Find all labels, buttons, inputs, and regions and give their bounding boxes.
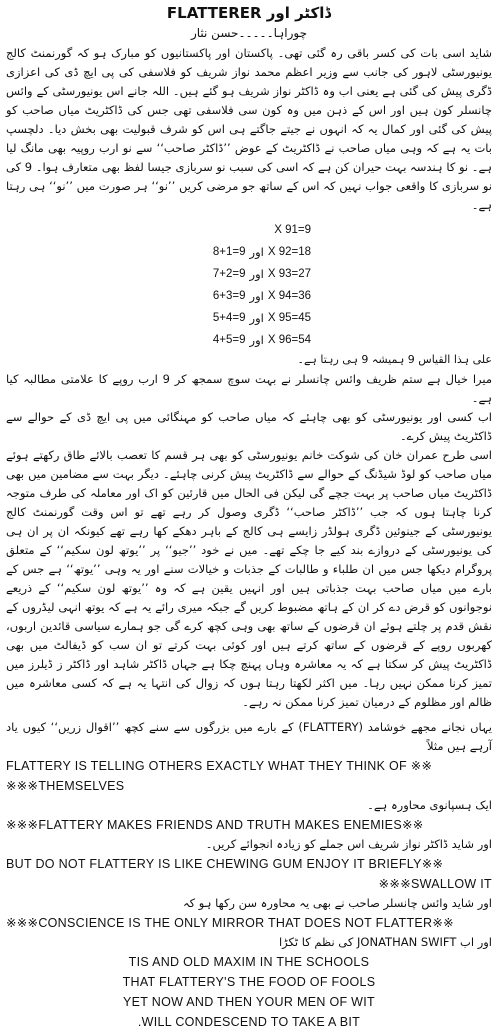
article-title: ڈاکٹر اور FLATTERER (166, 4, 332, 22)
nine-sep: اور (249, 245, 264, 259)
nine-sep: اور (249, 267, 264, 281)
nine-row (136, 263, 311, 285)
article-byline: چوراہا۔۔۔۔۔حسن نثار (190, 26, 308, 40)
nine-row (136, 241, 311, 263)
paragraph-4: اسی طرح عمران خان کی شوکت خانم یونیورسٹی کو بھی ہر قسم کا تعصب بالائے طاق رکھتے ہوئے میاں صاحب کو لوڈ شیڈنگ کے حوالے سے ڈاکٹریٹ پیش کرنی چاہئے۔ دیگر بہت سے مضامین میں بھی ڈاکٹریٹ میاں صاحب پر بہت جچے گی لیکن فی الحال میں قارئین کو اک اور معاملہ کی طرف متوجہ کرنا چاہتا ہوں کہ جب ’’ڈاکٹر صاحب‘‘ ڈگری وصول کر رہے تھے تو اس وقت گورنمنٹ کالج یونیورسٹی کے جینوئین ڈگری ہولڈر زایسے ہی کالج کے باہر دھکے کھا رہے تھے کیونکہ ان پر ان ہی کی یونیورسٹی کے دروازے بند کیے جا چکے تھے۔ میں نے خود ’’جیو‘‘ پر ’’یوتھ لون سکیم‘‘ کے متعلق پروگرام دیکھا جس میں ان طلباء و طالبات کے جذبات و خیالات سنے اور یہ وہی ’’یوتھ‘‘ ہے جس کے بارے میں میاں صاحب بہت جذباتی ہیں اور انہیں یقین ہے کہ وہ ’’یوتھ لون سکیم‘‘ کے ذریعے نوجوانوں کو قرض دے کر ان کے ہاتھ مضبوط کریں گے جبکہ میری رائے یہ ہے کہ یوتھ انہی لیڈروں کے نقش قدم پر چلتے ہوئے ان قرضوں کے ساتھ بھی وہی کچھ کرے گی جو ہمارے سیاسی قائدین اربوں، کھربوں روپے کے قرضوں کے ساتھ کرتے ہیں اور کوئی بہت کرتے تو ان سب کو ڈیفالٹ میں بھی ڈاکٹریٹ پیش کر سکتا ہے کہ یہ معاشرہ وہاں پہنچ چکا ہے جہاں ڈاکٹر شاہد اور ڈاکٹر ز ڈیلرز میں تمیز کرنا ممکن نہیں رہا۔ میں اکثر لکھتا رہتا ہوں کہ زوال کی انتہا یہ ہے کہ کسی معاشرہ میں ظالم اور مظلوم کے درمیان تمیز کرنا ممکن نہ رہے۔ (6, 448, 492, 709)
quote-line: FLATTERY IS TELLING OTHERS EXACTLY WHAT THEY THINK OF ※※ (6, 759, 433, 773)
nine-expr: X 96=54 (267, 334, 311, 346)
poem-line: THAT FLATTERY'S THE FOOD OF FOOLS (122, 975, 376, 989)
nine-row (136, 329, 311, 351)
nine-sep: اور (249, 289, 264, 303)
nine-expr: X 94=36 (267, 290, 311, 302)
nine-result: 4+5=9 (212, 334, 246, 346)
quote-line: BUT DO NOT FLATTERY IS LIKE CHEWING GUM ENJOY IT BRIEFLY※※ (6, 857, 444, 871)
nine-note: علی ہذا القیاس 9 ہمیشہ 9 ہی رہتا ہے۔ (297, 353, 492, 366)
quote-line: ※※※THEMSELVES (6, 779, 125, 793)
nine-row (136, 285, 311, 307)
nine-table (136, 219, 311, 351)
quote-line: ※※※CONSCIENCE IS THE ONLY MIRROR THAT DOES NOT FLATTER※※ (6, 916, 454, 930)
nine-expr: X 92=18 (267, 246, 311, 258)
poem-line: YET NOW AND THEN YOUR MEN OF WIT (123, 995, 375, 1009)
quote-caption: اور اب JONATHAN SWIFT کی نظم کا ٹکڑا (278, 935, 492, 949)
nine-result: 8+1=9 (212, 246, 246, 258)
nine-sep: اور (249, 333, 264, 347)
poem-line: .WILL CONDESCEND TO TAKE A BIT (137, 1015, 361, 1029)
nine-sep: اور (249, 311, 264, 325)
paragraph-2: میرا خیال ہے ستم ظریف وائس چانسلر نے بہت سوچ سمجھ کر 9 ارب روپے کا علامتی مطالبہ کیا ہے۔ (6, 372, 492, 405)
nine-expr: X 95=45 (267, 312, 311, 324)
intro-paragraph: شاید اسی بات کی کسر باقی رہ گئی تھی۔ پاکستان اور پاکستانیوں کو مبارک ہو کہ گورنمنٹ کالج یونیورسٹی لاہور کی جانب سے وزیر اعظم محمد نواز شریف کو فلاسفی کی پی ایچ ڈی کی اعزازی ڈگری پیش کی گئی ہے یعنی اب وہ ڈاکٹر نواز شریف ہو گئے ہیں۔ اللہ جانے اس یونیورسٹی کے وائس چانسلر کون ہیں اور اس کے ذہن میں وہ کون سی فلاسفی تھی جس کی ڈاکٹریٹ میاں صاحب کو پیش کی گئی اور کمال یہ کہ انہوں نے جیتے جاگتے ہی اس کو شرف قبولیت بھی بخش دیا۔ دلچسپ بات یہ ہے کہ وہی میاں صاحب نے ڈاکٹریٹ کے عوض ’’ڈاکٹر صاحب‘‘ سے نو ارب روپیہ بھی مانگ لیا ہے۔ نو کا ہندسہ بہت حیران کن ہے کہ اسی کی سبب نو سربازی جیسا لفظ بھی متعارف ہوا۔ 9 کی نو سربازی کا واقعی جواب نہیں کہ اس کے ساتھ جو مرضی کریں ’’نو‘‘ ہر صورت میں ’’نو‘‘ ہی رہتا ہے۔ (6, 46, 492, 212)
paragraph-5: یہاں نجانے مجھے خوشامد (FLATTERY) کے بارے میں بزرگوں سے سنے کچھ ’’اقوال زریں‘‘ کیوں یاد آرہے ہیں مثلاً (6, 720, 492, 753)
nine-result: 7+2=9 (212, 268, 246, 280)
nine-result: 5+4=9 (212, 312, 246, 324)
quote-caption: اور شاید ڈاکٹر نواز شریف اس جملے کو زیادہ انجوائے کریں۔ (205, 837, 492, 851)
poem-line: TIS AND OLD MAXIM IN THE SCHOOLS (128, 955, 370, 969)
paragraph-3: اب کسی اور یونیورسٹی کو بھی چاہئے کہ میاں صاحب کو مہنگائی میں پی ایچ ڈی کے حوالے سے ڈاکٹریٹ پیش کرے۔ (6, 410, 492, 443)
nine-expr: X 91=9 (274, 224, 311, 236)
quote-caption: اور شاید وائس چانسلر صاحب نے بھی یہ محاورہ سن رکھا ہو کہ (182, 896, 492, 910)
nine-row (136, 307, 311, 329)
nine-row (136, 219, 311, 241)
quote-caption: ایک ہسپانوی محاورہ ہے۔ (367, 798, 492, 812)
nine-expr: X 93=27 (267, 268, 311, 280)
quote-line: ※※※FLATTERY MAKES FRIENDS AND TRUTH MAKES ENEMIES※※ (6, 818, 424, 832)
quote-line: ※※※SWALLOW IT (378, 877, 492, 891)
nine-result: 6+3=9 (212, 290, 246, 302)
